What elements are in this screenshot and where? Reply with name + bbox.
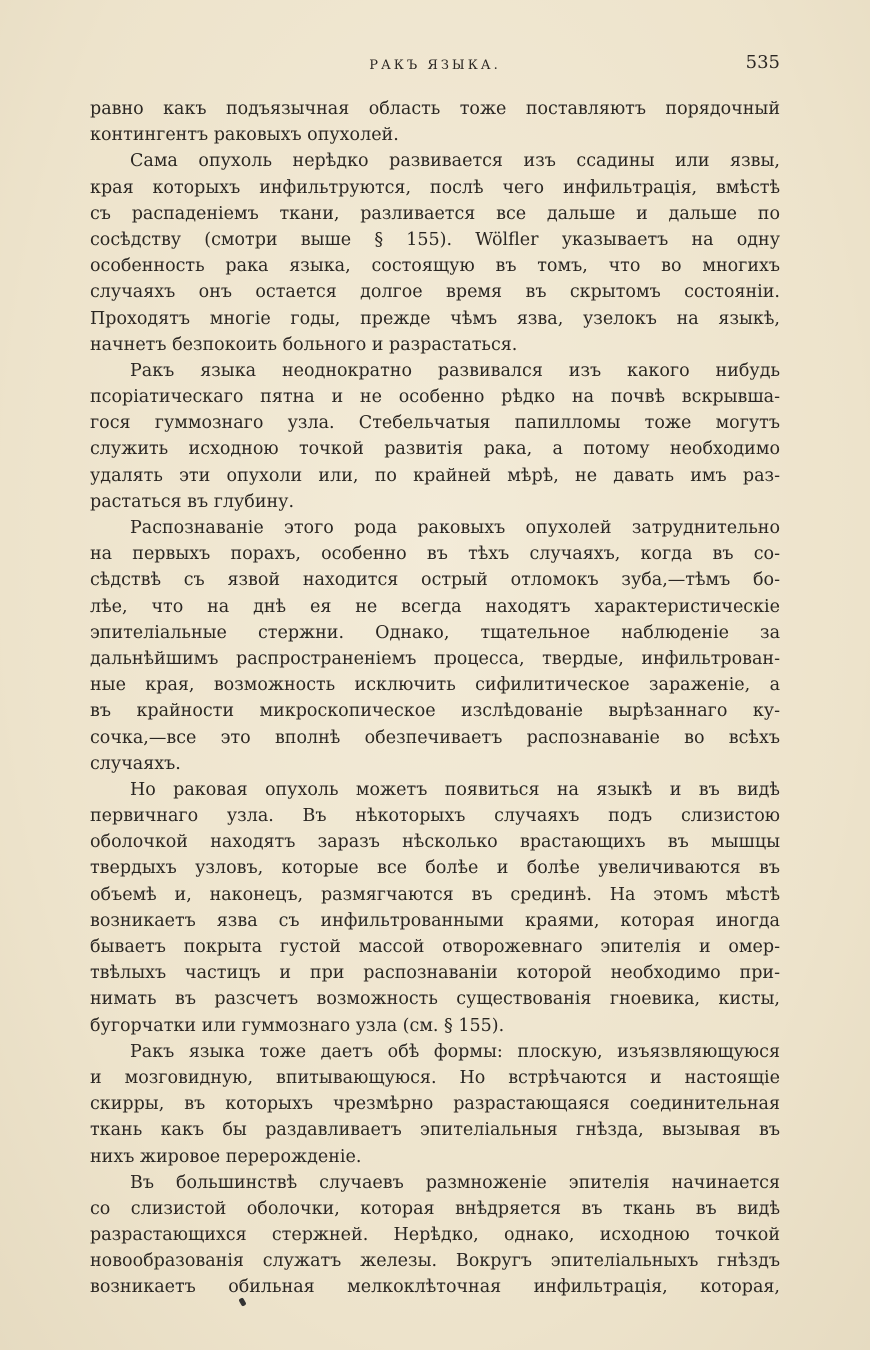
text-line: нимать въ разсчетъ возможность существованія гноевика, кисты, [90, 989, 780, 1010]
text-line: объемѣ и, наконецъ, размягчаются въ срединѣ. На этомъ мѣстѣ [90, 884, 780, 905]
running-head [90, 52, 780, 78]
text-line: въ крайности микроскопическое изслѣдованіе вырѣзаннаго ку- [90, 701, 780, 722]
text-line: скирры, въ которыхъ чрезмѣрно разрастающаяся соединительная [90, 1094, 780, 1115]
text-line: начнетъ безпокоить больного и разрастаться. [90, 334, 518, 355]
text-line: гося гуммознаго узла. Стебельчатыя папилломы тоже могутъ [90, 413, 780, 434]
text-line: первичнаго узла. Въ нѣкоторыхъ случаяхъ подъ слизистою [90, 806, 780, 827]
text-line: Сама опухоль нерѣдко развивается изъ ссадины или язвы, [130, 151, 780, 172]
text-line: на первыхъ порахъ, особенно въ тѣхъ случаяхъ, когда въ со- [90, 544, 780, 565]
text-line: и мозговидную, впитывающуюся. Но встрѣчаются и настоящіе [90, 1067, 780, 1088]
text-line: служить исходною точкой развитія рака, а потому необходимо [90, 439, 780, 460]
text-line: контингентъ раковыхъ опухолей. [90, 125, 399, 146]
text-line: бугорчатки или гуммознаго узла (см. § 155). [90, 1015, 505, 1036]
text-line: особенность рака языка, состоящую въ томъ, что во многихъ [90, 256, 780, 277]
text-line: удалять эти опухоли или, по крайней мѣрѣ, не давать имъ раз- [90, 465, 780, 486]
text-line: сочка,—все это вполнѣ обезпечиваетъ распознаваніе во всѣхъ [90, 727, 780, 748]
text-line: разрастающихся стержней. Нерѣдко, однако, исходною точкой [90, 1225, 780, 1246]
text-line: со слизистой оболочки, которая внѣдряется въ ткань въ видѣ [90, 1198, 780, 1219]
text-line: Но раковая опухоль можетъ появиться на языкѣ и въ видѣ [130, 779, 780, 800]
text-line: оболочкой находятъ заразъ нѣсколько врастающихъ въ мышцы [90, 832, 780, 853]
text-line: твѣлыхъ частицъ и при распознаваніи которой необходимо при- [90, 963, 780, 984]
text-line: Распознаваніе этого рода раковыхъ опухолей затруднительно [130, 518, 780, 538]
text-line: ные края, возможность исключить сифилитическое зараженіе, а [90, 675, 780, 696]
text-line: псоріатическаго пятна и не особенно рѣдко на почвѣ вскрывша- [90, 387, 780, 408]
page-number: 535 [745, 52, 780, 73]
running-title: РАКЪ ЯЗЫКА. [369, 58, 501, 73]
text-line: равно какъ подъязычная область тоже поставляютъ порядочный [90, 99, 780, 119]
text-line: возникаетъ обильная мелкоклѣточная инфильтрація, которая, [90, 1277, 780, 1298]
text-line: Въ большинствѣ случаевъ размноженіе эпителія начинается [130, 1172, 780, 1193]
text-line: нихъ жировое перерожденіе. [90, 1146, 362, 1167]
text-line: возникаетъ язва съ инфильтрованными краями, которая иногда [90, 910, 780, 931]
text-line: Ракъ языка неоднократно развивался изъ какого нибудь [130, 360, 780, 381]
body-text [90, 96, 780, 1301]
text-line: эпителіальные стержни. Однако, тщательное наблюденіе за [90, 622, 780, 643]
text-line: лѣе, что на днѣ ея не всегда находятъ характеристическіе [90, 596, 780, 617]
text-line: бываетъ покрыта густой массой отворожевнаго эпителія и омер- [90, 937, 780, 957]
text-line: дальнѣйшимъ распространеніемъ процесса, твердые, инфильтрован- [90, 648, 780, 669]
text-line: твердыхъ узловъ, которые все болѣе и болѣе увеличиваются въ [90, 858, 780, 879]
text-line: Проходятъ многіе годы, прежде чѣмъ язва, узелокъ на языкѣ, [90, 308, 780, 329]
text-line: края которыхъ инфильтруются, послѣ чего инфильтрація, вмѣстѣ [90, 177, 780, 198]
text-line: съ распаденіемъ ткани, разливается все дальше и дальше по [90, 203, 780, 224]
text-line: Ракъ языка тоже даетъ обѣ формы: плоскую, изъязвляющуюся [130, 1041, 780, 1062]
text-line: новообразованія служатъ железы. Вокругъ эпителіальныхъ гнѣздъ [90, 1251, 780, 1272]
text-line: растаться въ глубину. [90, 491, 295, 512]
text-line: сосѣдству (смотри выше § 155). Wölfler указываетъ на одну [90, 229, 780, 250]
text-line: ткань какъ бы раздавливаетъ эпителіальныя гнѣзда, вызывая въ [90, 1120, 780, 1141]
text-line: случаяхъ. [90, 753, 181, 774]
text-line: сѣдствѣ съ язвой находится острый отломокъ зуба,—тѣмъ бо- [90, 570, 780, 591]
text-line: случаяхъ онъ остается долгое время въ скрытомъ состояніи. [90, 282, 780, 303]
